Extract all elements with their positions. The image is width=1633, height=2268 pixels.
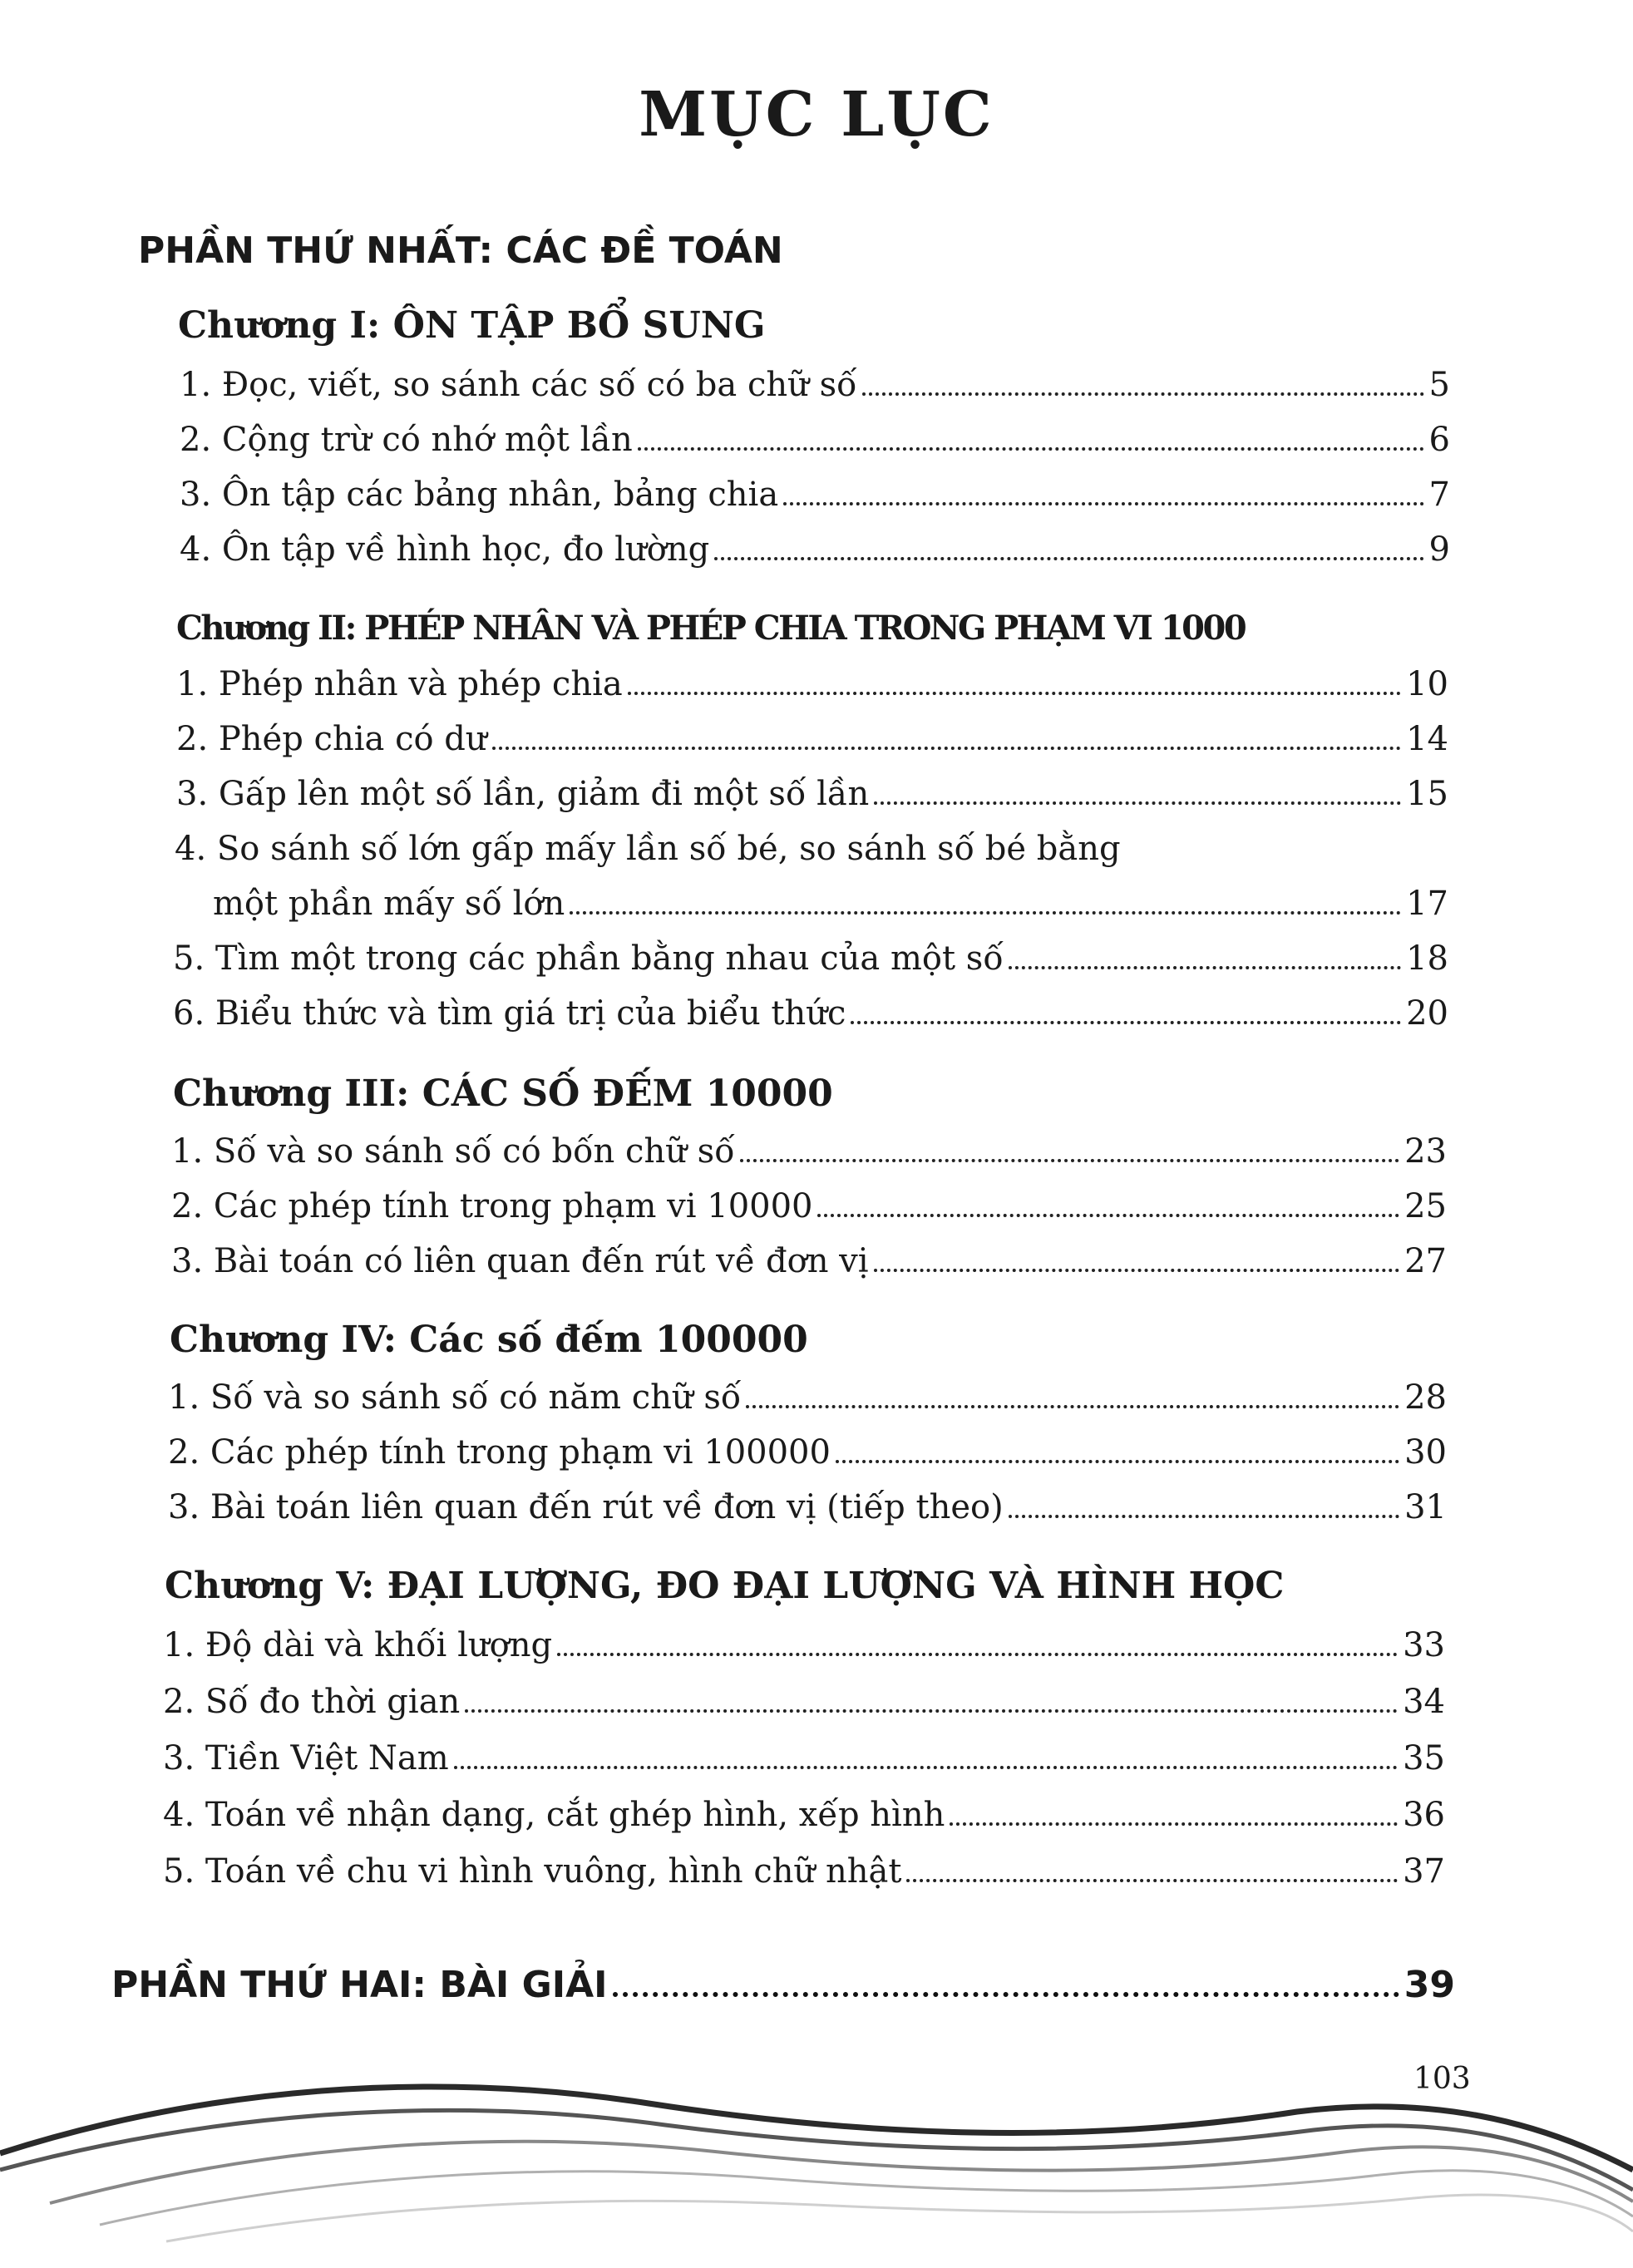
- toc-entry-page: 5: [1428, 366, 1450, 404]
- dot-leader: [874, 1269, 1400, 1272]
- toc-entry[interactable]: [176, 665, 1448, 703]
- chapter-4-heading: Chương IV: Các số đếm 100000: [170, 1319, 808, 1361]
- toc-entry-label: 5. Toán về chu vi hình vuông, hình chữ nhật: [163, 1852, 902, 1891]
- toc-entry-label: 3. Tiền Việt Nam: [163, 1739, 449, 1777]
- toc-entry-page: 25: [1404, 1187, 1447, 1225]
- toc-entry-label: 1. Số và so sánh số có bốn chữ số: [171, 1132, 735, 1171]
- wave-stroke: [0, 2087, 1633, 2170]
- toc-entry-label: 4. Toán về nhận dạng, cắt ghép hình, xếp hình: [163, 1796, 945, 1834]
- dot-leader: [465, 1709, 1398, 1713]
- toc-entry-page: 15: [1406, 775, 1448, 813]
- toc-entry-label: 4. Ôn tập về hình học, đo lường: [180, 530, 710, 569]
- toc-entry[interactable]: [173, 994, 1448, 1033]
- dot-leader: [570, 911, 1401, 915]
- dot-leader: [638, 447, 1424, 451]
- dot-leader: [836, 1460, 1399, 1463]
- toc-entry[interactable]: [173, 939, 1448, 978]
- toc-entry-page: 10: [1406, 665, 1448, 703]
- toc-entry[interactable]: [171, 1132, 1447, 1171]
- dot-leader: [613, 1992, 1399, 1997]
- chapter-3-heading: Chương III: CÁC SỐ ĐẾM 10000: [173, 1072, 833, 1115]
- dot-leader: [454, 1766, 1398, 1769]
- toc-entry-label: 2. Các phép tính trong phạm vi 100000: [168, 1433, 831, 1472]
- toc-entry-page: 30: [1404, 1433, 1447, 1472]
- toc-entry[interactable]: [175, 830, 1447, 868]
- toc-entry[interactable]: [168, 1433, 1447, 1472]
- dot-leader: [557, 1653, 1398, 1656]
- toc-entry[interactable]: [168, 1378, 1447, 1417]
- toc-entry-label: 1. Số và so sánh số có năm chữ số: [168, 1378, 742, 1417]
- dot-leader: [851, 1021, 1401, 1024]
- toc-entry-label: 1. Độ dài và khối lượng: [163, 1626, 553, 1664]
- toc-entry-label: 3. Bài toán liên quan đến rút về đơn vị (tiếp theo): [168, 1488, 1004, 1526]
- dot-leader: [492, 747, 1401, 750]
- toc-entry-page: 9: [1428, 530, 1450, 569]
- toc-entry-label: 5. Tìm một trong các phần bằng nhau của một số: [173, 939, 1004, 978]
- dot-leader: [874, 801, 1401, 805]
- toc-entry[interactable]: [180, 476, 1450, 514]
- chapter-2-heading: Chương II: PHÉP NHÂN VÀ PHÉP CHIA TRONG PHẠM VI 1000: [176, 609, 1246, 648]
- dot-leader: [862, 392, 1424, 396]
- toc-entry[interactable]: [163, 1739, 1445, 1777]
- toc-entry-label: 6. Biểu thức và tìm giá trị của biểu thức: [173, 994, 846, 1033]
- dot-leader: [714, 557, 1423, 560]
- toc-entry[interactable]: [180, 421, 1450, 459]
- part-two-heading: PHẦN THỨ HAI: BÀI GIẢI: [111, 1964, 608, 2006]
- toc-entry-page: 27: [1404, 1242, 1447, 1280]
- page-title: MỤC LỤC: [639, 79, 994, 150]
- chapter-1-heading: Chương I: ÔN TẬP BỔ SUNG: [178, 304, 766, 347]
- toc-entry-page: 23: [1404, 1132, 1447, 1171]
- toc-entry-label: 2. Cộng trừ có nhớ một lần: [180, 421, 633, 459]
- toc-entry[interactable]: [171, 1187, 1447, 1225]
- part-two-entry[interactable]: [111, 1964, 1455, 2006]
- toc-entry[interactable]: [163, 1683, 1445, 1721]
- toc-entry[interactable]: [163, 1626, 1445, 1664]
- dot-leader: [1009, 1515, 1399, 1518]
- toc-entry-page: 37: [1403, 1852, 1445, 1891]
- toc-entry-label: 1. Phép nhân và phép chia: [176, 665, 623, 703]
- part-one-heading: PHẦN THỨ NHẤT: CÁC ĐỀ TOÁN: [138, 229, 783, 272]
- toc-entry-page: 18: [1406, 939, 1448, 978]
- toc-entry-page: 14: [1406, 720, 1448, 758]
- toc-entry-page: 28: [1404, 1378, 1447, 1417]
- toc-entry[interactable]: [168, 1488, 1447, 1526]
- toc-entry-page: 7: [1428, 476, 1450, 514]
- toc-entry-page: 6: [1428, 421, 1450, 459]
- toc-entry-label: 2. Phép chia có dư: [176, 720, 487, 758]
- dot-leader: [950, 1822, 1398, 1826]
- toc-entry[interactable]: [163, 1852, 1445, 1891]
- decorative-wave-border: [0, 2054, 1633, 2268]
- toc-entry[interactable]: [176, 720, 1448, 758]
- toc-entry-label: 2. Số đo thời gian: [163, 1683, 461, 1721]
- toc-entry-label: 3. Bài toán có liên quan đến rút về đơn vị: [171, 1242, 869, 1280]
- toc-entry-label: 3. Ôn tập các bảng nhân, bảng chia: [180, 476, 779, 514]
- toc-entry[interactable]: [180, 366, 1450, 404]
- dot-leader: [1009, 966, 1401, 969]
- toc-entry-page: 31: [1404, 1488, 1447, 1526]
- toc-entry-page: 20: [1406, 994, 1448, 1033]
- toc-entry-label: một phần mấy số lớn: [213, 885, 565, 923]
- toc-entry[interactable]: [213, 885, 1448, 923]
- chapter-5-heading: Chương V: ĐẠI LƯỢNG, ĐO ĐẠI LƯỢNG VÀ HÌNH HỌC: [165, 1565, 1285, 1607]
- dot-leader: [906, 1879, 1398, 1882]
- dot-leader: [740, 1159, 1399, 1162]
- toc-entry-page: 35: [1403, 1739, 1445, 1777]
- toc-entry-label: 2. Các phép tính trong phạm vi 10000: [171, 1187, 813, 1225]
- dot-leader: [783, 502, 1423, 505]
- toc-entry[interactable]: [163, 1796, 1445, 1834]
- dot-leader: [628, 692, 1401, 695]
- toc-entry-label: 1. Đọc, viết, so sánh các số có ba chữ số: [180, 366, 857, 404]
- toc-entry-label: 3. Gấp lên một số lần, giảm đi một số lần: [176, 775, 870, 813]
- toc-entry-page: 17: [1406, 885, 1448, 923]
- wave-stroke: [100, 2171, 1633, 2225]
- toc-entry[interactable]: [176, 775, 1448, 813]
- part-two-page: 39: [1404, 1964, 1455, 2006]
- page-number: 103: [1413, 2062, 1471, 2096]
- toc-entry-page: 34: [1403, 1683, 1445, 1721]
- toc-entry-page: 36: [1403, 1796, 1445, 1834]
- toc-entry-page: 33: [1403, 1626, 1445, 1664]
- toc-entry[interactable]: [171, 1242, 1447, 1280]
- dot-leader: [746, 1405, 1399, 1408]
- toc-entry-label: 4. So sánh số lớn gấp mấy lần số bé, so sánh số bé bằng: [175, 830, 1121, 868]
- toc-entry[interactable]: [180, 530, 1450, 569]
- dot-leader: [817, 1214, 1399, 1217]
- wave-stroke: [166, 2195, 1633, 2241]
